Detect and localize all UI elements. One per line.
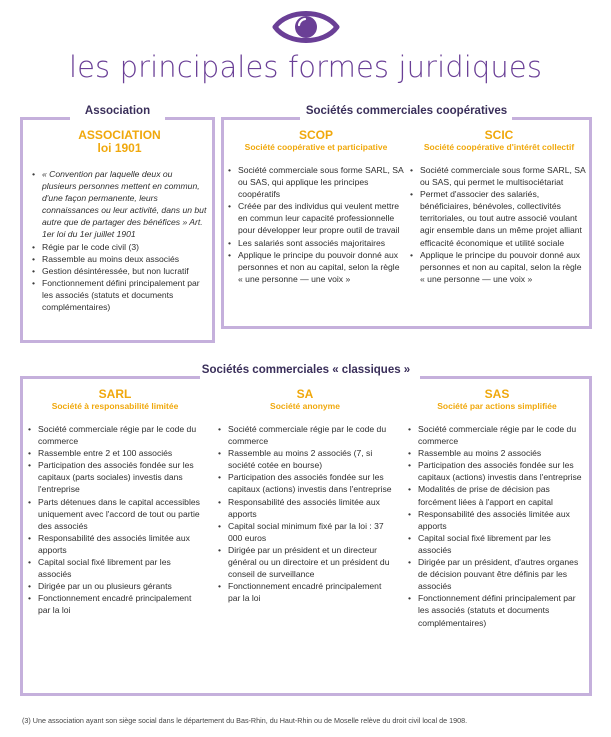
scic-column	[410, 129, 588, 285]
list-item: • Rassemble entre 2 et 100 associés	[28, 447, 202, 459]
list-item: • « Convention par laquelle deux ou plusieurs personnes mettent en commun, d'une façon permanente, leurs connaissances ou leur activité, dans un but autre que de partager des bénéfices » Art. 1er loi du 1er juillet 1901	[32, 168, 207, 241]
list-item: • Fonctionnement encadré principalement par la loi	[218, 580, 392, 604]
list-item: • Rassemble au moins 2 associés (7, si société cotée en bourse)	[218, 447, 392, 471]
classic-section-title: Sociétés commerciales « classiques »	[201, 364, 411, 376]
association-section-title: Association	[84, 105, 151, 117]
list-item: • Modalités de prise de décision pas forcément liées à l'apport en capital	[408, 483, 586, 507]
list-item: • Société commerciale sous forme SARL, SA ou SAS, qui permet le multisociétariat	[410, 164, 588, 188]
scic-list	[410, 164, 588, 285]
list-item: • Fonctionnement encadré principalement par la loi	[28, 592, 202, 616]
sarl-sub: Société à responsabilité limitée	[51, 401, 179, 411]
list-item: • Dirigée par un président et un directeur général ou un directoire et un président du conseil de surveillance	[218, 544, 392, 580]
sas-sub: Société par actions simplifiée	[437, 401, 557, 411]
sa-list	[218, 423, 392, 604]
page-title: les principales formes juridiques	[68, 50, 543, 84]
association-heading: ASSOCIATION	[78, 128, 161, 142]
eye-icon	[272, 6, 340, 48]
list-item: • Société commerciale régie par le code du commerce	[218, 423, 392, 447]
list-item: • Capital social fixé librement par les associés	[28, 556, 202, 580]
list-item: • Responsabilité des associés limitée aux apports	[408, 508, 586, 532]
sarl-heading: SARL	[98, 387, 132, 401]
scic-sub: Société coopérative d'intérêt collectif	[423, 142, 575, 152]
list-item: • Applique le principe du pouvoir donné aux personnes et non au capital, selon la règle « une personne — une voix »	[410, 249, 588, 285]
list-item: • Capital social minimum fixé par la loi : 37 000 euros	[218, 520, 392, 544]
list-item: • Responsabilité des associés limitée aux apports	[28, 532, 202, 556]
list-item: • Fonctionnement défini principalement par les associés (statuts et documents complémentaires)	[32, 277, 207, 313]
list-item: • Société commerciale régie par le code du commerce	[28, 423, 202, 447]
list-item: • Rassemble au moins deux associés	[32, 253, 207, 265]
list-item: • Société commerciale régie par le code du commerce	[408, 423, 586, 447]
list-item: • Fonctionnement défini principalement par les associés (statuts et documents complémentaires)	[408, 592, 586, 628]
scic-heading: SCIC	[484, 128, 514, 142]
sas-column	[408, 388, 586, 629]
list-item: • Dirigée par un président, d'autres organes de décision pouvant être définis par les associés	[408, 556, 586, 592]
sas-heading: SAS	[484, 387, 510, 401]
association-sub: loi 1901	[97, 141, 142, 155]
association-list	[32, 168, 207, 313]
list-item: • Permet d'associer des salariés, bénéficiaires, bénévoles, collectivités territoriales, ou tout autre associé voulant agir ensemble dans un même projet alliant efficacité économique et utilité sociale	[410, 188, 588, 248]
sas-list	[408, 423, 586, 629]
list-item: • Applique le principe du pouvoir donné aux personnes et non au capital, selon la règle « une personne — une voix »	[228, 249, 404, 285]
sarl-column	[28, 388, 202, 617]
scop-heading: SCOP	[298, 128, 333, 142]
list-item: • Dirigée par un ou plusieurs gérants	[28, 580, 202, 592]
footnote: (3) Une association ayant son siège social dans le département du Bas-Rhin, du Haut-Rhin ou de Moselle relève du droit civil local de 1908.	[22, 716, 468, 725]
list-item: • Rassemble au moins 2 associés	[408, 447, 586, 459]
list-item: • Les salariés sont associés majoritaires	[228, 237, 404, 249]
list-item: • Créée par des individus qui veulent mettre en commun leur capacité professionnelle pour développer leur propre outil de travail	[228, 200, 404, 236]
association-column	[32, 129, 207, 313]
sa-column	[218, 388, 392, 604]
list-item: • Régie par le code civil (3)	[32, 241, 207, 253]
list-item: • Participation des associés fondée sur les capitaux (actions) investis dans l'entreprise	[218, 471, 392, 495]
list-item: • Société commerciale sous forme SARL, SA ou SAS, qui applique les principes coopératifs	[228, 164, 404, 200]
list-item: • Capital social fixé librement par les associés	[408, 532, 586, 556]
scop-column	[228, 129, 404, 285]
sa-heading: SA	[296, 387, 314, 401]
list-item: • Gestion désintéressée, but non lucratif	[32, 265, 207, 277]
scop-sub: Société coopérative et participative	[244, 142, 388, 152]
list-item: • Participation des associés fondée sur les capitaux (parts sociales) investis dans l'entreprise	[28, 459, 202, 495]
sa-sub: Société anonyme	[270, 401, 340, 411]
list-item: • Responsabilité des associés limitée aux apports	[218, 496, 392, 520]
coop-section-title: Sociétés commerciales coopératives	[305, 105, 508, 117]
sarl-list	[28, 423, 202, 617]
list-item: • Participation des associés fondée sur les capitaux (actions) investis dans l'entreprise	[408, 459, 586, 483]
list-item: • Parts détenues dans le capital accessibles uniquement avec l'accord de tout ou partie des associés	[28, 496, 202, 532]
scop-list	[228, 164, 404, 285]
